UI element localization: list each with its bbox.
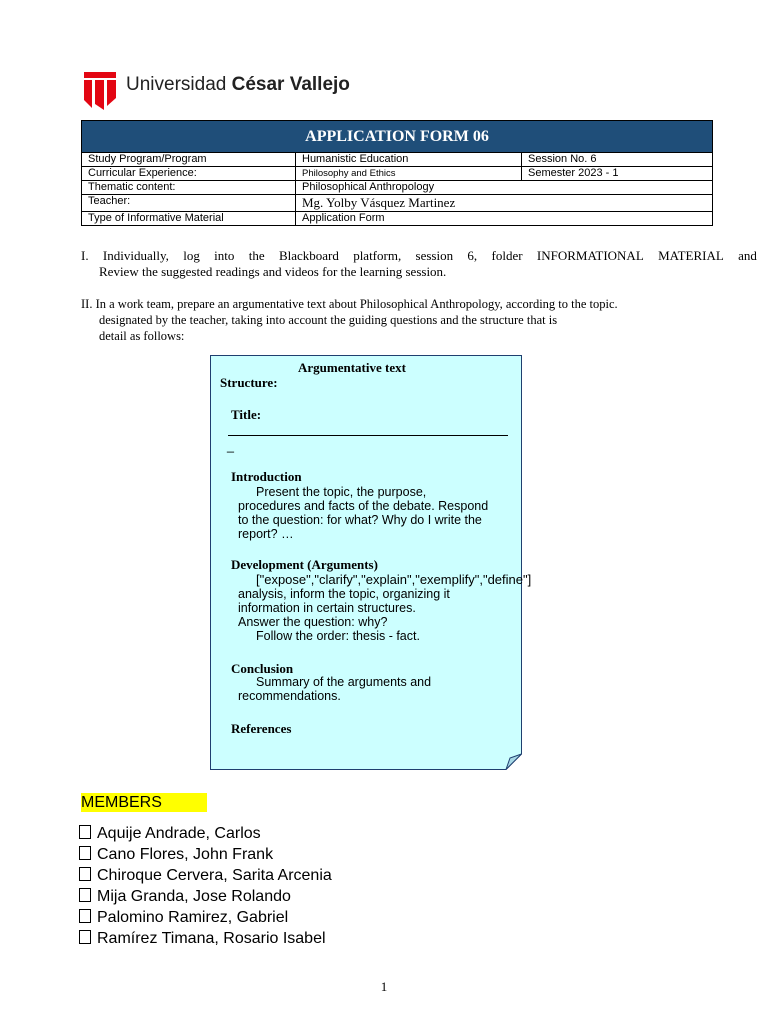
- conclusion-heading: Conclusion: [231, 661, 294, 676]
- i1-word: 6,: [467, 248, 478, 263]
- member-name: Mija Granda, Jose Rolando: [97, 888, 291, 905]
- program-label: Study Program/Program: [82, 153, 296, 167]
- development-line: Follow the order: thesis - fact.: [256, 629, 420, 643]
- i1-word: folder: [491, 248, 523, 263]
- i1-word: session: [415, 248, 454, 263]
- program-value: Humanistic Education: [296, 153, 522, 167]
- instruction-2-line-3: detail as follows:: [99, 329, 185, 343]
- university-name: [126, 74, 350, 96]
- teacher-value: Mg. Yolby Vásquez Martinez: [296, 195, 713, 212]
- conclusion-line: Summary of the arguments and: [256, 675, 432, 689]
- i1-word: into: [214, 248, 235, 263]
- member-name: Palomino Ramirez, Gabriel: [97, 909, 289, 926]
- thematic-label: Thematic content:: [82, 181, 296, 195]
- note-heading: Argumentative text: [298, 360, 406, 375]
- university-name-regular: Universidad: [126, 74, 227, 95]
- i1-word: log: [183, 248, 200, 263]
- instruction-1-line-1: [81, 248, 757, 264]
- i1-word: the: [248, 248, 265, 263]
- member-name: Aquije Andrade, Carlos: [97, 825, 261, 842]
- member-item: [79, 886, 332, 907]
- title-underline-tail: _: [227, 439, 234, 453]
- session-cell: Session No. 6: [522, 153, 713, 167]
- form-table: [81, 120, 713, 226]
- member-name: Chiroque Cervera, Sarita Arcenia: [97, 867, 332, 884]
- university-name-bold: César Vallejo: [231, 74, 350, 95]
- semester-cell: Semester 2023 - 1: [522, 167, 713, 181]
- members-label: MEMBERS: [81, 793, 207, 812]
- intro-line: Present the topic, the purpose,: [256, 485, 427, 499]
- i1-word: I.: [81, 248, 89, 263]
- member-name: Cano Flores, John Frank: [97, 846, 274, 863]
- intro-line: to the question: for what? Why do I write the: [238, 513, 482, 527]
- teacher-label: Teacher:: [82, 195, 296, 212]
- member-item: [79, 823, 332, 844]
- development-line: information in certain structures.: [238, 601, 416, 615]
- material-value: Application Form: [296, 212, 713, 226]
- checkbox-icon: [79, 909, 91, 923]
- instruction-2-line-2: designated by the teacher, taking into account the guiding questions and the structure that is: [99, 313, 558, 327]
- conclusion-line: recommendations.: [238, 689, 341, 703]
- note-structure: Structure:: [220, 375, 278, 390]
- members-list: [79, 823, 332, 949]
- i1-word: and: [738, 248, 757, 263]
- ucv-shield-icon: [83, 70, 117, 110]
- checkbox-icon: [79, 867, 91, 881]
- references-heading: References: [231, 721, 292, 736]
- development-heading: Development (Arguments): [231, 557, 378, 572]
- form-title: APPLICATION FORM 06: [82, 121, 713, 153]
- checkbox-icon: [79, 825, 91, 839]
- experience-value: Philosophy and Ethics: [296, 167, 522, 181]
- title-underline: [228, 435, 508, 436]
- member-item: [79, 928, 332, 949]
- intro-line: procedures and facts of the debate. Respond: [238, 499, 489, 513]
- intro-heading: Introduction: [231, 469, 302, 484]
- i1-word: Individually,: [102, 248, 169, 263]
- checkbox-icon: [79, 846, 91, 860]
- member-name: Ramírez Timana, Rosario Isabel: [97, 930, 326, 947]
- page-number: 1: [380, 979, 388, 994]
- intro-line: report? …: [238, 527, 294, 541]
- thematic-value: Philosophical Anthropology: [296, 181, 713, 195]
- instruction-2: [81, 296, 701, 344]
- development-line: ["expose","clarify","explain","exemplify","define"]: [256, 572, 532, 587]
- i1-word: Blackboard: [278, 248, 339, 263]
- note-title-label: Title:: [231, 407, 262, 422]
- i1-word: INFORMATIONAL: [536, 248, 644, 263]
- development-line: analysis, inform the topic, organizing it: [238, 587, 450, 601]
- member-item: [79, 865, 332, 886]
- member-item: [79, 907, 332, 928]
- member-item: [79, 844, 332, 865]
- experience-label: Curricular Experience:: [82, 167, 296, 181]
- checkbox-icon: [79, 930, 91, 944]
- i1-word: MATERIAL: [658, 248, 724, 263]
- argumentative-text-note: [210, 355, 532, 770]
- i1-word: platform,: [353, 248, 402, 263]
- development-line: Answer the question: why?: [238, 615, 388, 629]
- instruction-1: [81, 248, 757, 280]
- checkbox-icon: [79, 888, 91, 902]
- material-label: Type of Informative Material: [82, 212, 296, 226]
- instruction-2-line-1: II. In a work team, prepare an argumentative text about Philosophical Anthropology, according to the topic.: [81, 297, 618, 311]
- instruction-1-line-2: Review the suggested readings and videos for the learning session.: [99, 264, 447, 279]
